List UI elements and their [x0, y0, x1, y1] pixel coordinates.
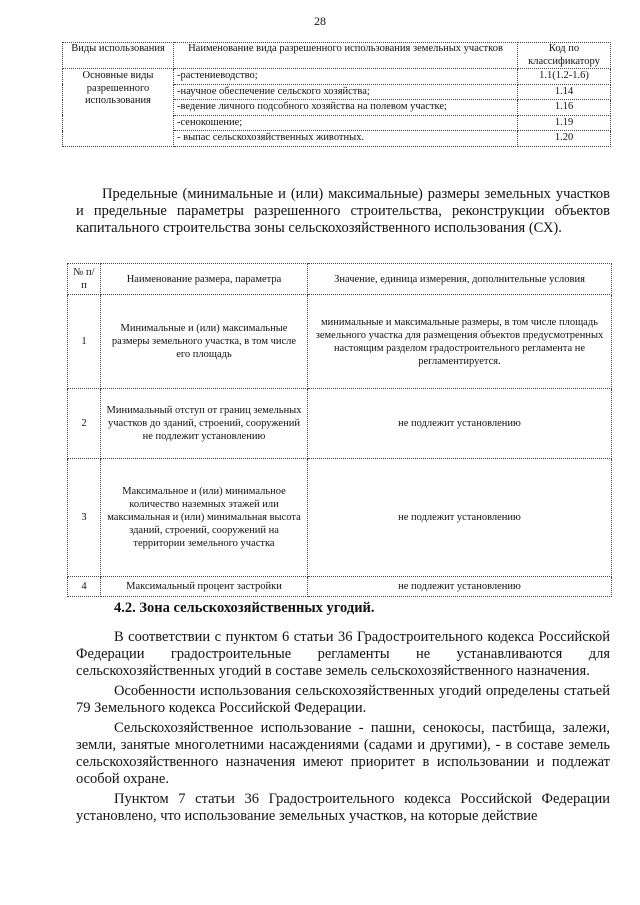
code-cell: 1.19 [518, 115, 611, 131]
code-cell: 1.20 [518, 131, 611, 147]
table-row [68, 389, 612, 459]
body-paragraph: Особенности использования сельскохозяйственных угодий определены статьей 79 Земельного кодекса Российской Федерации. [76, 683, 610, 716]
header-parameter: Наименование размера, параметра [101, 264, 308, 295]
value-cell: не подлежит установлению [308, 577, 612, 597]
code-cell: 1.1(1.2-1.6) [518, 69, 611, 85]
parameters-table [67, 263, 612, 597]
body-paragraph: Пунктом 7 статьи 36 Градостроительного кодекса Российской Федерации установлено, что использование земельных участков, на которые действие [76, 791, 610, 824]
value-cell: не подлежит установлению [308, 459, 612, 577]
use-name-cell: -ведение личного подсобного хозяйства на полевом участке; [174, 100, 518, 116]
parameter-cell: Минимальный отступ от границ земельных участков до зданий, строений, сооружений не подлежит установлению [101, 389, 308, 459]
table-header-row [68, 264, 612, 295]
use-name-cell: -растениеводство; [174, 69, 518, 85]
row-number: 2 [68, 389, 101, 459]
table-row [68, 577, 612, 597]
parameter-cell: Максимальное и (или) минимальное количество наземных этажей или максимальная и (или) минимальная высота зданий, строений, сооружений на территории земельного участка [101, 459, 308, 577]
table-header-row [63, 43, 611, 69]
row-number: 3 [68, 459, 101, 577]
header-use-type: Виды использования [63, 43, 174, 69]
value-cell: не подлежит установлению [308, 389, 612, 459]
use-name-cell: - выпас сельскохозяйственных животных. [174, 131, 518, 147]
section-title: 4.2. Зона сельскохозяйственных угодий. [114, 600, 375, 616]
code-cell: 1.14 [518, 84, 611, 100]
parameter-cell: Минимальные и (или) максимальные размеры земельного участка, в том числе его площадь [101, 295, 308, 389]
permitted-use-table [62, 42, 611, 147]
limits-paragraph: Предельные (минимальные и (или) максимальные) размеры земельных участков и предельные параметры разрешенного строительства, реконструкции объектов капитального строительства зоны сельскохозяйственного использования (СХ). [76, 186, 610, 236]
code-cell: 1.16 [518, 100, 611, 116]
body-paragraph: В соответствии с пунктом 6 статьи 36 Градостроительного кодекса Российской Федерации градостроительные регламенты не устанавливаются для сельскохозяйственных угодий в составе земель сельскохозяйственного назначения. [76, 629, 610, 679]
parameter-cell: Максимальный процент застройки [101, 577, 308, 597]
row-number: 1 [68, 295, 101, 389]
table-row [63, 69, 611, 85]
row-number: 4 [68, 577, 101, 597]
value-cell: минимальные и максимальные размеры, в том числе площадь земельного участка для размещения объектов предусмотренных настоящим разделом градостроительного регламента не регламентируется. [308, 295, 612, 389]
header-code: Код по классификатору [518, 43, 611, 69]
page-number: 28 [314, 14, 326, 28]
use-name-cell: -научное обеспечение сельского хозяйства; [174, 84, 518, 100]
header-value: Значение, единица измерения, дополнительные условия [308, 264, 612, 295]
header-number: № п/п [68, 264, 101, 295]
table-row [68, 459, 612, 577]
body-paragraph: Сельскохозяйственное использование - пашни, сенокосы, пастбища, залежи, земли, занятые многолетними насаждениями (садами и другими), - в составе земель сельскохозяйственного назначения имеют приоритет в использовании и подлежат особой охране. [76, 720, 610, 787]
header-use-name: Наименование вида разрешенного использования земельных участков [174, 43, 518, 69]
section-body [76, 629, 610, 828]
table-row [68, 295, 612, 389]
group-label: Основные виды разрешенного использования [63, 69, 174, 147]
use-name-cell: -сенокошение; [174, 115, 518, 131]
